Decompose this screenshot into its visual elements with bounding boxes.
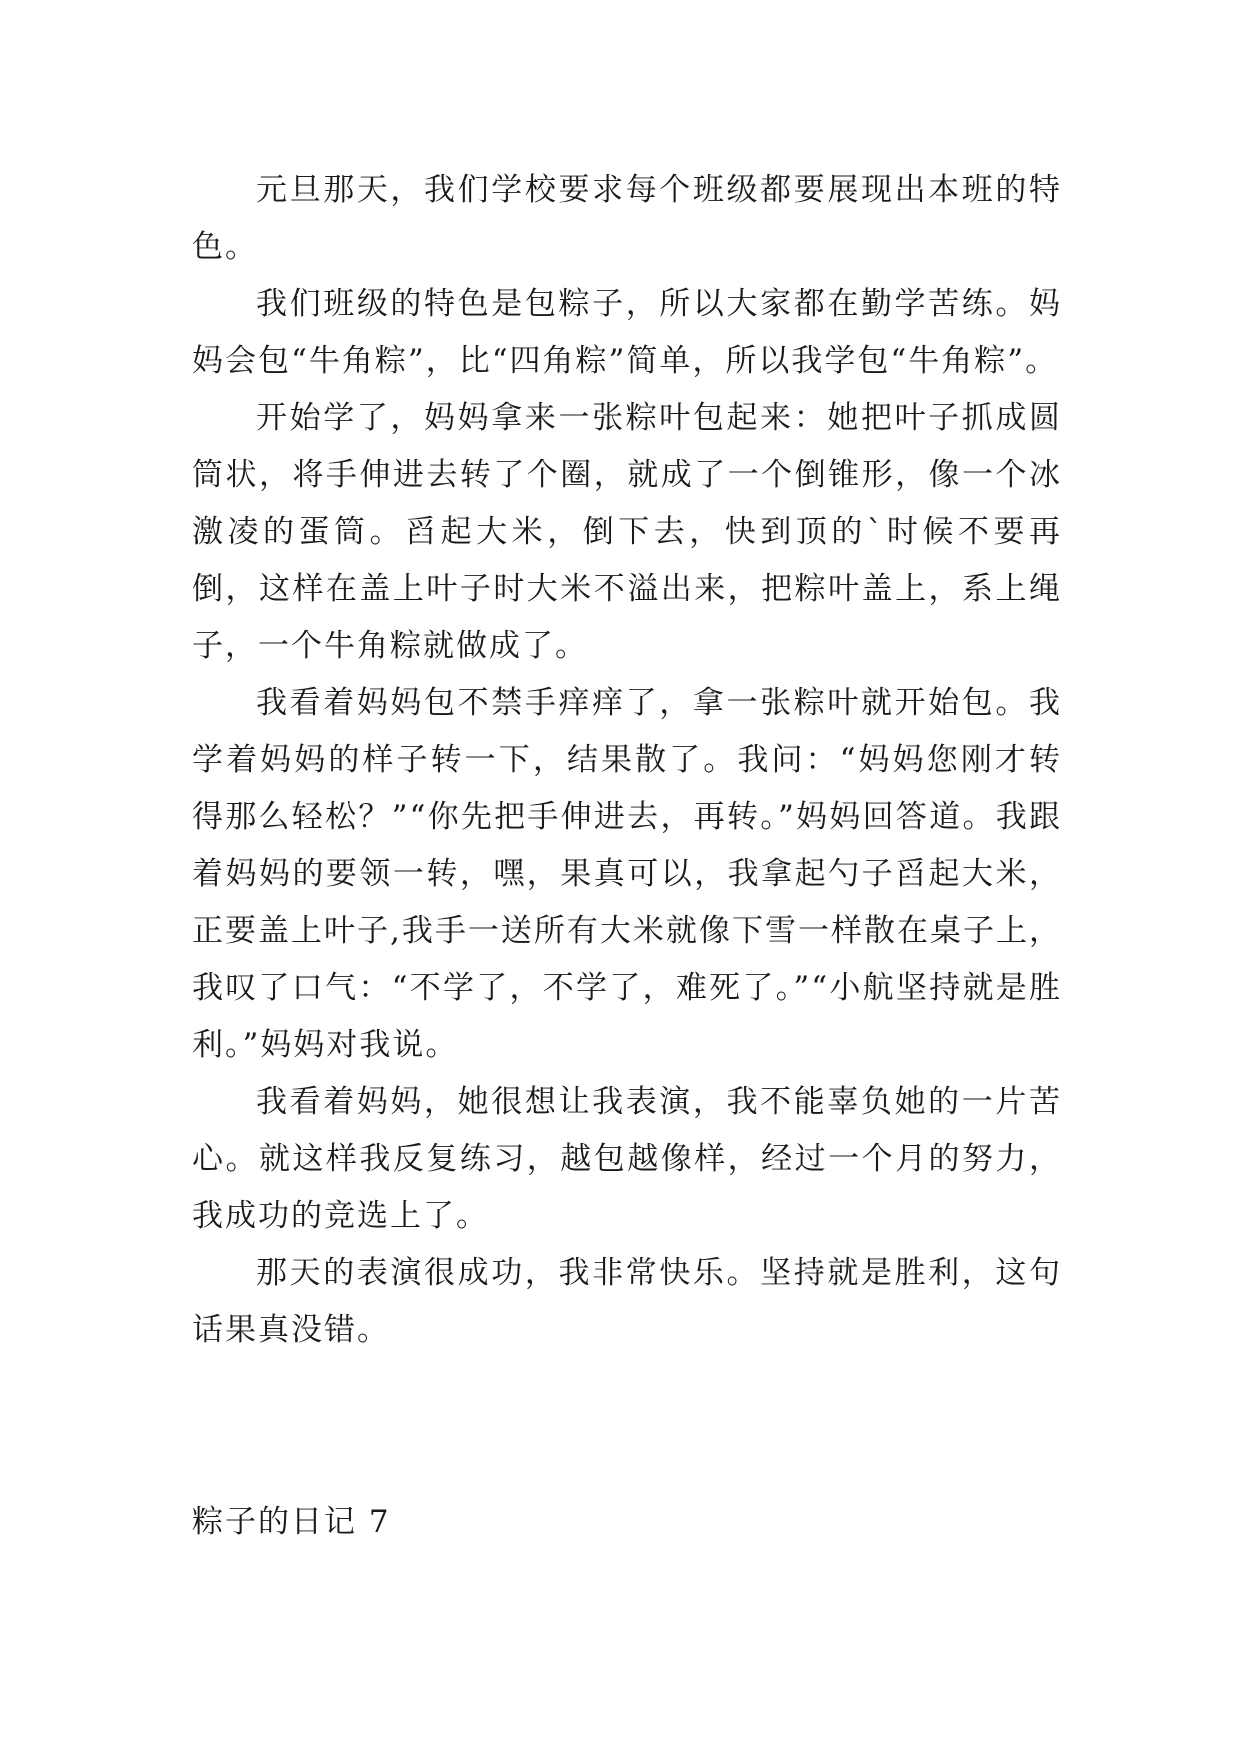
paragraph-3: 开始学了，妈妈拿来一张粽叶包起来：她把叶子抓成圆筒状，将手伸进去转了个圈，就成了一个倒锥形，像一个冰激凌的蛋筒。舀起大米，倒下去，快到顶的`时候不要再倒，这样在盖上叶子时大米不溢出来，把粽叶盖上，系上绳子，一个牛角粽就做成了。 <box>192 400 1062 664</box>
paragraph-1: 元旦那天，我们学校要求每个班级都要展现出本班的特色。 <box>192 172 1062 265</box>
paragraph-6: 那天的表演很成功，我非常快乐。坚持就是胜利，这句话果真没错。 <box>192 1255 1062 1348</box>
paragraph-5: 我看着妈妈，她很想让我表演，我不能辜负她的一片苦心。就这样我反复练习，越包越像样，经过一个月的努力，我成功的竞选上了。 <box>192 1084 1062 1234</box>
section-heading: 粽子的日记 7 <box>192 1504 391 1540</box>
paragraph-2: 我们班级的特色是包粽子，所以大家都在勤学苦练。妈妈会包“牛角粽”，比“四角粽”简单，所以我学包“牛角粽”。 <box>192 286 1062 379</box>
paragraph-4: 我看着妈妈包不禁手痒痒了，拿一张粽叶就开始包。我学着妈妈的样子转一下，结果散了。我问：“妈妈您刚才转得那么轻松？”“你先把手伸进去，再转。”妈妈回答道。我跟着妈妈的要领一转，嘿，果真可以，我拿起勺子舀起大米，正要盖上叶子,我手一送所有大米就像下雪一样散在桌子上，我叹了口气：“不学了，不学了，难死了。”“小航坚持就是胜利。”妈妈对我说。 <box>192 685 1062 1063</box>
document-body <box>192 162 1062 1359</box>
